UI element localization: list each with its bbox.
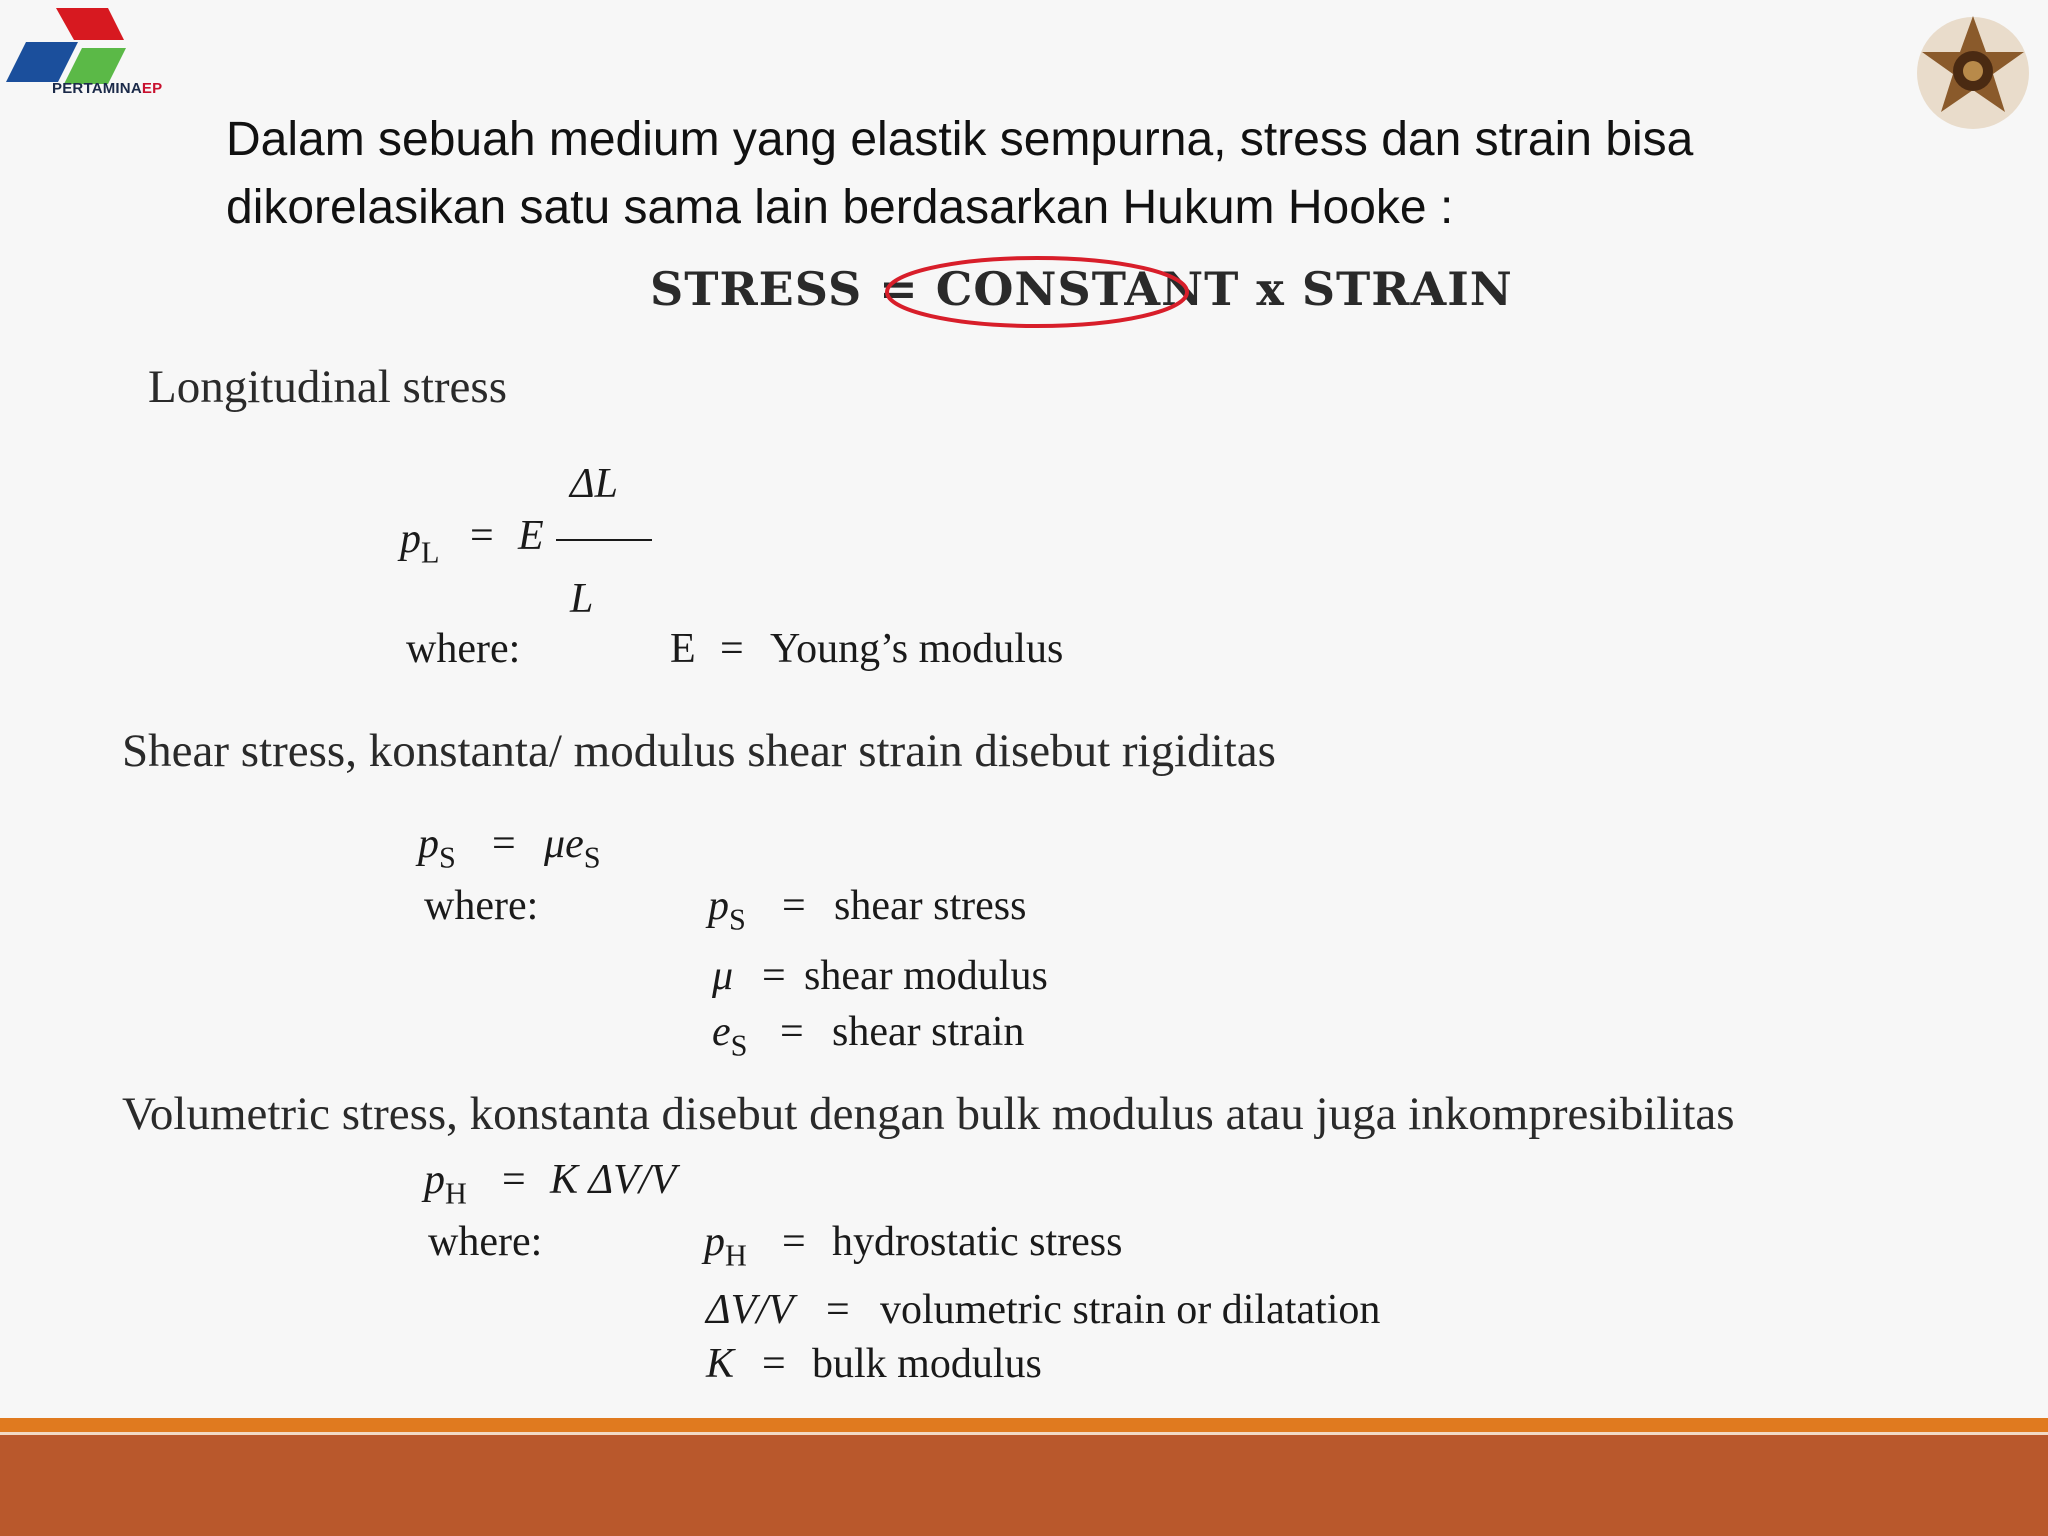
volumetric-var-symbol: K [706,1341,735,1387]
shear-var-symbol: μ [712,953,734,999]
shear-var-description: shear stress [834,883,1027,929]
volumetric-var-equals: = [826,1287,850,1333]
fraction-numerator: ΔL [570,461,619,507]
shear-equals: = [492,821,516,867]
shear-var-equals: = [782,883,806,929]
volumetric-equals: = [502,1157,526,1203]
highlight-circle [884,254,1190,330]
longitudinal-var-symbol: E [670,626,696,672]
footer-band [0,1435,2048,1536]
shear-heading: Shear stress, konstanta/ modulus shear strain disebut rigiditas [122,725,1276,777]
longitudinal-lhs: $p_L$ [400,516,440,570]
volumetric-var-symbol: ΔV/V [706,1287,794,1333]
volumetric-var-equals: = [782,1219,806,1265]
shear-where-label: where: [424,883,539,929]
shear-rhs: $\mu e_S$ [544,821,601,875]
longitudinal-where-label: where: [406,626,521,672]
hooke-law-equation: STRESS = CONSTANT x STRAIN [650,262,1513,316]
volumetric-var-symbol: $p_H$ [704,1219,747,1273]
volumetric-heading: Volumetric stress, konstanta disebut dengan bulk modulus atau juga inkompresibilitas [122,1088,1735,1140]
shear-var-symbol: $p_S$ [708,883,746,937]
intro-line-2: dikorelasikan satu sama lain berdasarkan Hukum Hooke : [226,181,1454,234]
footer-stripe [0,1418,2048,1432]
volumetric-where-label: where: [428,1219,543,1265]
university-seal-icon [1904,8,2042,138]
volumetric-lhs: $p_H$ [424,1157,467,1211]
longitudinal-equals: = [470,513,494,559]
shear-var-symbol: $e_S$ [712,1009,748,1063]
pertamina-wordmark: PERTAMINAEP [52,80,163,97]
shear-var-description: shear strain [832,1009,1025,1055]
volumetric-var-equals: = [762,1341,786,1387]
longitudinal-var-description: Young’s modulus [770,626,1064,672]
fraction-bar [556,539,652,541]
volumetric-var-description: bulk modulus [812,1341,1042,1387]
longitudinal-heading: Longitudinal stress [148,361,507,413]
volumetric-var-description: volumetric strain or dilatation [880,1287,1381,1333]
longitudinal-coefficient: E [518,513,544,559]
volumetric-rhs: K ΔV/V [550,1157,677,1203]
shear-var-equals: = [780,1009,804,1055]
shear-var-equals: = [762,953,786,999]
volumetric-var-description: hydrostatic stress [832,1219,1123,1265]
fraction-denominator: L [570,576,594,622]
longitudinal-var-equals: = [720,626,744,672]
intro-line-1: Dalam sebuah medium yang elastik sempurna, stress dan strain bisa [226,113,1694,166]
shear-lhs: $p_S$ [418,821,456,875]
shear-var-description: shear modulus [804,953,1048,999]
